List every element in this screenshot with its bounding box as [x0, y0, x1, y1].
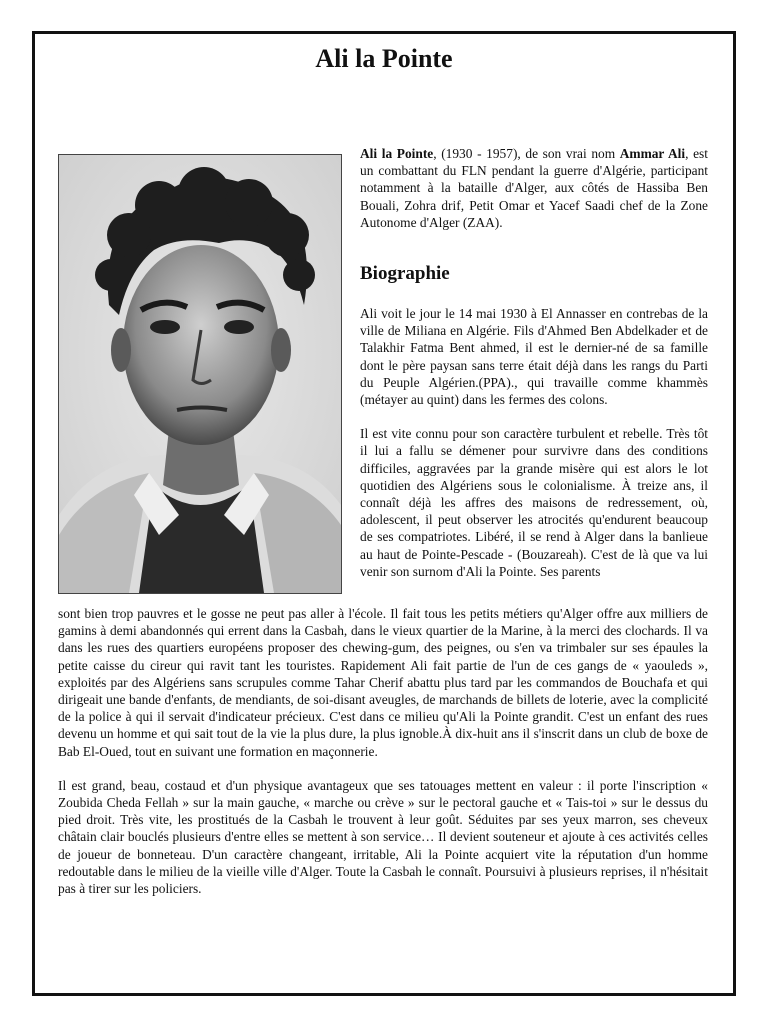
portrait-photo — [58, 154, 342, 594]
biography-full-width — [58, 605, 708, 914]
bio-paragraph-3: Il est grand, beau, costaud et d'un physique avantageux que ses tatouages mettent en valeur : il porte l'inscription « Zoubida Cheda Fellah » sur la main gauche, « marche ou crève » sur le pectoral gauche et « Tais-toi » sur le dessus du pied droit. Très vite, les prostitués de la Casbah le trouvent à leur goût. Séduites par ses yeux marron, ses cheveux châtain clair bouclés plusieurs d'entre elles se mettent à son service… Il devient souteneur et ajoute à ces activités celles de joueur de bonneteau. D'un caractère changeant, irritable, Ali la Pointe acquiert vite la réputation d'un homme redoutable dans le milieu de la vieille ville d'Alger. Toute la Casbah le connaît. Poursuivi à plusieurs reprises, il n'hésitait pas à tirer sur les policiers. — [58, 777, 708, 897]
intro-name: Ali la Pointe — [360, 146, 434, 161]
section-heading-biographie: Biographie — [360, 263, 450, 284]
intro-text-1: , (1930 - 1957), de son vrai nom — [433, 146, 620, 161]
bio-paragraph-1: Ali voit le jour le 14 mai 1930 à El Annasser en contrebas de la ville de Miliana en Algérie. Fils d'Ahmed Ben Abdelkader et de Talakhir Fatma Bent ahmed, il est le dernier-né de sa famille dont le père paysan sans terre était déjà dans les rangs du Parti du Peuple Algérien.(PPA)., qui travaille comme khammès (métayer au quint) dans les fermes des colons. — [360, 306, 708, 408]
bio-paragraph-2a: Il est vite connu pour son caractère turbulent et rebelle. Très tôt il lui a fallu se démener pour survivre dans des conditions difficiles, aggravées par la grande misère qui est alors le lot quotidien des Algériens sous le colonialisme. À treize ans, il connaît déjà les affres des maisons de redressement, où, adolescent, il peut observer les atrocités qu'endurent beaucoup de ses compatriotes. Libéré, il se rend à Alger dans la banlieue au haut de Pointe-Pescade - (Bouzareah). C'est de là que va lui venir son surnom d'Ali la Pointe. Ses parents — [360, 426, 708, 579]
portrait-drawing — [59, 155, 341, 593]
intro-paragraph — [360, 145, 708, 231]
biography-right-column — [360, 305, 708, 597]
bio-paragraph-2b: sont bien trop pauvres et le gosse ne peut pas aller à l'école. Il fait tous les petits métiers qu'Alger offre aux milliers de gamins à demi abandonnés qui errent dans la Casbah, dans le vieux quartier de la Marine, à la merci des clochards. Il va dans les rues des quartiers européens proposer des chewing-gum, des peignes, ou s'en va trimbaler sur ses épaules la petite caisse du cireur qui ravit tant les touristes. Rapidement Ali fait partie de l'un de ces gangs de « yaouleds », exploités par des Algériens sans scrupules comme Tahar Cherif abattu plus tard par les commandos de Bouchafa et qui dirigeait une bande d'enfants, de mendiants, de soi-disant aveugles, de marchands de billets de loterie, avec la complicité de la police à qui il servait d'indicateur précieux. C'est dans ce milieu qu'Ali la Pointe grandit. C'est un enfant des rues devenu un homme et qui sait tout de la vie la plus dure, la plus ignoble.À dix-huit ans il s'inscrit dans un club de boxe de Bab El-Oued, tout en suivant une formation en maçonnerie. — [58, 606, 708, 759]
intro-real-name: Ammar Ali — [619, 146, 686, 161]
page-title: Ali la Pointe — [315, 44, 453, 73]
intro-text-2: , est un combattant du FLN pendant la guerre d'Algérie, participant notamment à la bataille d'Alger, aux côtés de Hassiba Ben Bouali, Zohra drif, Petit Omar et Yacef Saadi chef de la Zone Autonome d'Alger (ZAA). — [360, 146, 708, 230]
